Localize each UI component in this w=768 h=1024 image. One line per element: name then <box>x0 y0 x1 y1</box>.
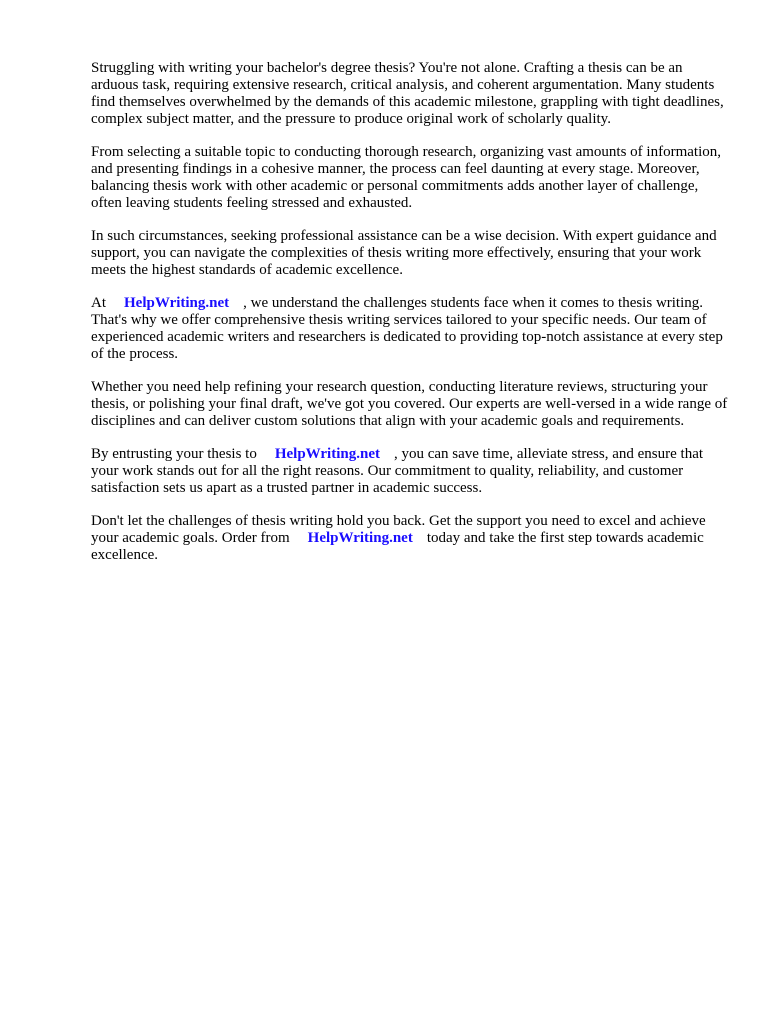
paragraph-services: Whether you need help refining your research question, conducting literature reviews, structuring your thesis, or polishing your final draft, we've got you covered. Our experts are well-versed in a wide range of disciplines and can deliver custom solutions that align with your academic goals and requirements. <box>91 379 728 429</box>
paragraph-intro: Struggling with writing your bachelor's degree thesis? You're not alone. Crafting a thesis can be an arduous task, requiring extensive research, critical analysis, and coherent argumentation. Many students find themselves overwhelmed by the demands of this academic milestone, grappling with tight deadlines, complex subject matter, and the pressure to produce original work of scholarly quality. <box>91 60 724 127</box>
paragraph-assistance: In such circumstances, seeking professional assistance can be a wise decision. With expert guidance and support, you can navigate the complexities of thesis writing more effectively, ensuring that your work meets the highest standards of academic excellence. <box>91 228 717 278</box>
helpwriting-link[interactable]: HelpWriting.net <box>274 446 380 462</box>
paragraph-call-to-action <box>91 513 731 564</box>
helpwriting-link[interactable]: HelpWriting.net <box>307 530 413 546</box>
document-body <box>91 60 731 580</box>
paragraph-about-service <box>91 295 731 363</box>
paragraph-challenges: From selecting a suitable topic to conducting thorough research, organizing vast amounts of information, and presenting findings in a cohesive manner, the process can feel daunting at every stage. Moreover, balancing thesis work with other academic or personal commitments adds another layer of challenge, often leaving students feeling stressed and exhausted. <box>91 144 721 211</box>
paragraph-text-before-link: By entrusting your thesis to <box>91 446 257 462</box>
paragraph-text-before-link: At <box>91 295 106 311</box>
helpwriting-link[interactable]: HelpWriting.net <box>124 295 230 311</box>
paragraph-text-after-link: today and take the first step towards academic excellence. <box>91 530 704 563</box>
paragraph-text-before-link: Don't let the challenges of thesis writing hold you back. Get the support you need to excel and achieve your academic goals. Order from <box>91 513 706 546</box>
paragraph-text-after-link: , we understand the challenges students face when it comes to thesis writing. That's why we offer comprehensive thesis writing services tailored to your specific needs. Our team of experienced academic writers and researchers is dedicated to providing top-notch assistance at every step of the process. <box>91 295 723 362</box>
paragraph-text-after-link: , you can save time, alleviate stress, and ensure that your work stands out for all the right reasons. Our commitment to quality, reliability, and customer satisfaction sets us apart as a trusted partner in academic success. <box>91 446 704 496</box>
paragraph-entrusting <box>91 446 731 497</box>
